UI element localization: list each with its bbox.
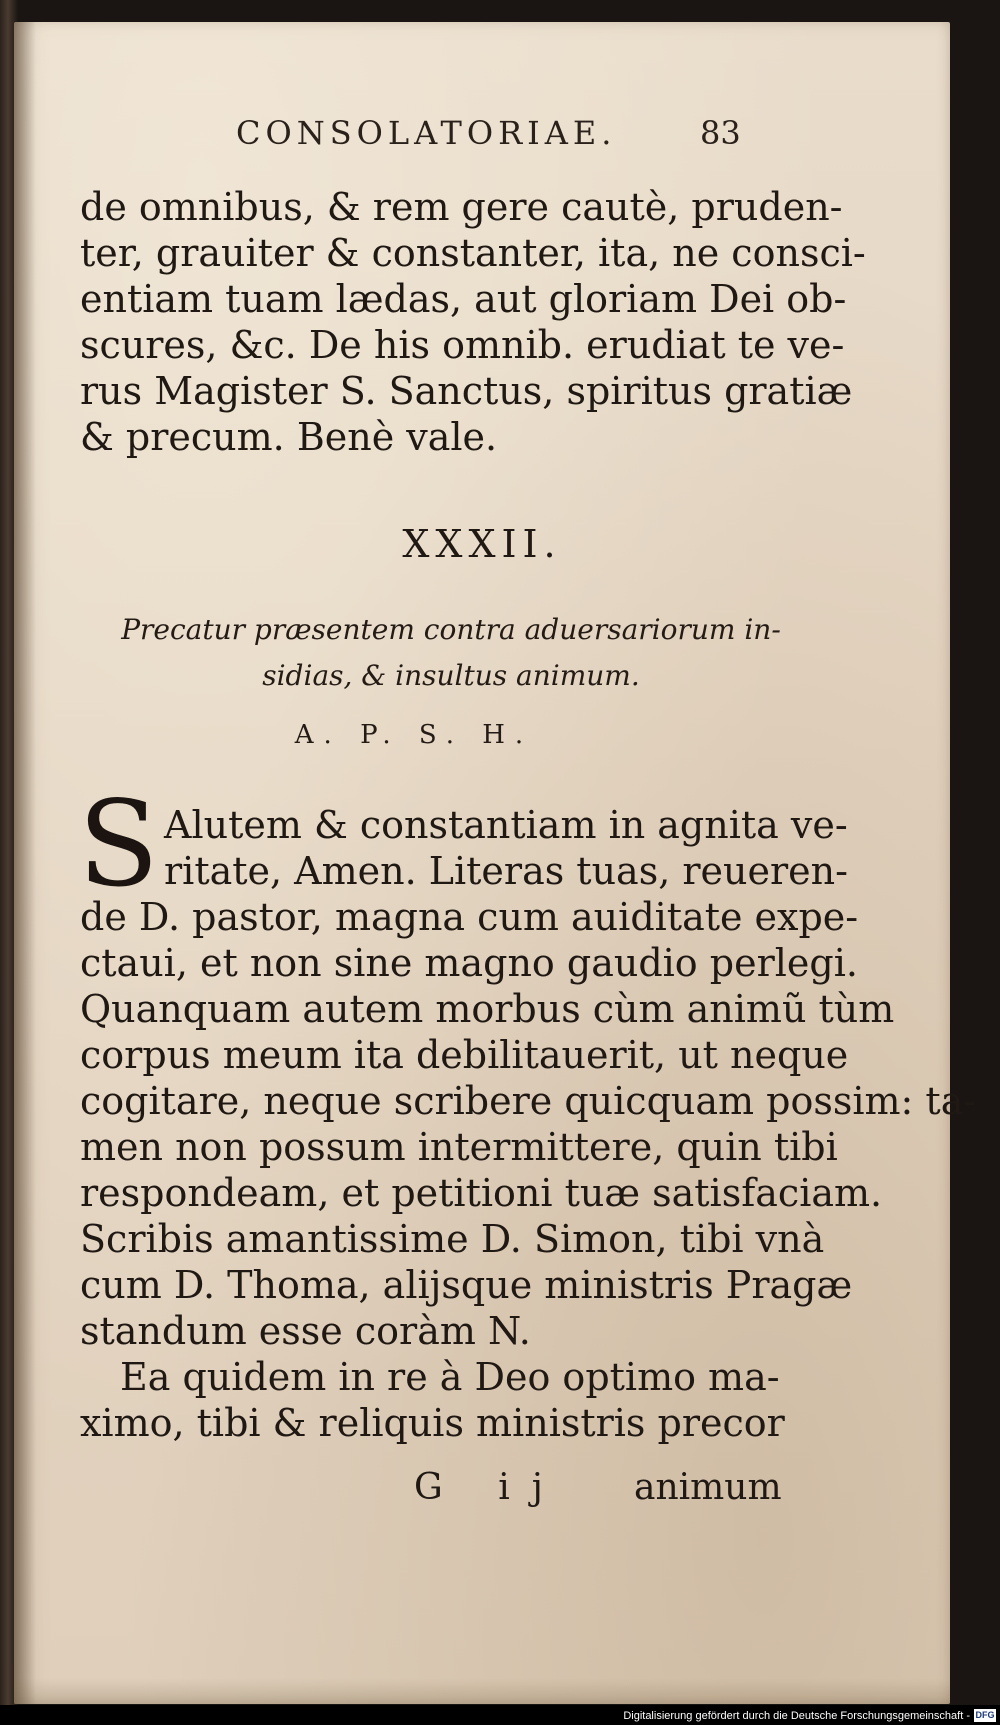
footer-credit: Digitalisierung gefördert durch die Deutsche Forschungsgemeinschaft - (623, 1710, 970, 1722)
text-line: men non possum intermittere, quin tibi (80, 1125, 838, 1169)
catch-line (14, 1467, 950, 1517)
text-line: & precum. Benè vale. (80, 415, 498, 459)
text-line: ter, grauiter & constanter, ita, ne consci- (80, 231, 866, 275)
text-line: ximo, tibi & reliquis ministris precor (80, 1401, 785, 1445)
text-block-continuation (80, 184, 866, 460)
letter-initials: A. P. S. H. (294, 720, 534, 750)
section-number: XXXII. (402, 522, 562, 566)
text-line: entiam tuam lædas, aut gloriam Dei ob- (80, 277, 847, 321)
dfg-logo-icon: DFG (975, 1710, 995, 1720)
text-line: de omnibus, & rem gere cautè, pruden- (80, 185, 843, 229)
text-line: Quanquam autem morbus cùm animũ tùm (80, 987, 895, 1031)
page-number: 83 (700, 114, 741, 152)
text-line: Scribis amantissime D. Simon, tibi vnà (80, 1217, 825, 1261)
text-line: Ea quidem in re à Deo optimo ma- (120, 1355, 780, 1399)
text-line: respondeam, et petitioni tuæ satisfaciam. (80, 1171, 883, 1215)
signature-mark: G ij (414, 1467, 565, 1508)
page-header (14, 114, 950, 164)
text-line: standum esse coràm N. (80, 1309, 531, 1353)
book-page (14, 22, 977, 1704)
text-line: de D. pastor, magna cum auiditate expe- (80, 895, 859, 939)
text-line: scures, &c. De his omnib. erudiat te ve- (80, 323, 845, 367)
text-line: ctaui, et non sine magno gaudio perlegi. (80, 941, 858, 985)
subtitle-line: sidias, & insultus animum. (262, 659, 640, 692)
text-line: cogitare, neque scribere quicquam possim: ta- (80, 1079, 977, 1123)
text-block-letter (80, 802, 977, 1446)
text-line: ritate, Amen. Literas tuas, reueren- (164, 849, 848, 893)
digitization-footer (0, 1705, 1000, 1725)
page-bottom-shade (14, 1678, 950, 1704)
section-subtitle (106, 607, 796, 699)
text-line: Alutem & constantiam in agnita ve- (164, 803, 848, 847)
subtitle-line: Precatur præsentem contra aduersariorum in- (121, 613, 781, 646)
drop-capital: S (78, 775, 159, 913)
page-gutter-shadow (14, 22, 36, 1704)
text-line: rus Magister S. Sanctus, spiritus gratiæ (80, 369, 853, 413)
running-title: CONSOLATORIAE. (236, 114, 617, 152)
text-line: corpus meum ita debilitauerit, ut neque (80, 1033, 849, 1077)
catchword: animum (634, 1467, 782, 1508)
text-line: cum D. Thoma, alijsque ministris Pragæ (80, 1263, 853, 1307)
